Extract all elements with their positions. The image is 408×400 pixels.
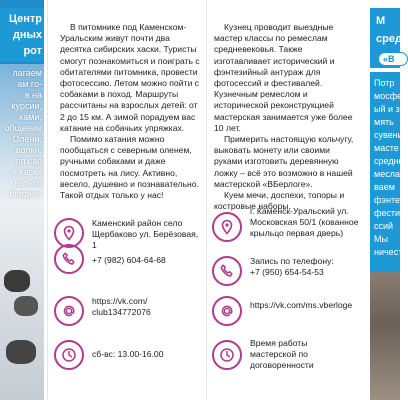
kennel-vk-link[interactable]: https://vk.com/ club134772076 bbox=[92, 296, 151, 317]
right-text-line: мосфе bbox=[374, 91, 403, 101]
clock-icon bbox=[54, 340, 84, 370]
at-sign-icon bbox=[212, 296, 242, 326]
right-text-line: ый и з bbox=[374, 104, 400, 114]
phone-icon bbox=[212, 256, 242, 286]
forge-address-row bbox=[212, 206, 362, 242]
left-text-line: ваться bbox=[14, 178, 42, 188]
left-heading-banner bbox=[0, 8, 44, 62]
kennel-phone-row bbox=[54, 246, 202, 274]
right-text-line: ссий bbox=[374, 221, 394, 231]
kennel-hours-row bbox=[54, 340, 202, 370]
husky-dog-shape bbox=[14, 296, 38, 316]
forge-phone-row bbox=[212, 256, 362, 286]
husky-dog-shape bbox=[6, 340, 36, 364]
forge-phone-block bbox=[250, 256, 334, 278]
left-text-line: курсии, bbox=[11, 101, 42, 111]
left-heading-line: дных bbox=[12, 29, 42, 41]
right-text-line: мять bbox=[374, 117, 394, 127]
map-pin-icon bbox=[212, 212, 242, 242]
right-text-line: сувени bbox=[374, 130, 403, 140]
forge-paragraph: Примерить настоящую кольчугу, выковать монету или своими руками изготовить деревянную ложку – всё это возможно в нашей мастерской «ВБерлоге». bbox=[214, 134, 354, 189]
right-text-panel bbox=[370, 72, 408, 272]
forge-hours: Время работы мастерской по договоренности bbox=[250, 338, 314, 370]
kennel-phone[interactable]: +7 (982) 604-64-68 bbox=[92, 255, 166, 265]
right-text-line: масте bbox=[374, 143, 399, 153]
left-text-line: ам го- bbox=[17, 79, 42, 89]
fold-divider bbox=[206, 0, 207, 400]
husky-sled-photo bbox=[0, 200, 44, 400]
kennel-description bbox=[60, 22, 200, 201]
right-text-line: фэнте bbox=[374, 195, 400, 205]
right-text-line: Мы bbox=[374, 234, 388, 244]
right-text-line: средне bbox=[374, 156, 404, 166]
right-heading-line: М bbox=[376, 15, 386, 27]
kennel-paragraph: В питомнике под Каменском-Уральским живут почти два десятка сибирских хаски. Туристы смогут познакомиться и поиграть с обитателями питомника, провести фотосессию. Летом можно пойти с собаками в поход. Маршруты рассчитаны на взрослых детей: от 2 до 15 км. А зимой порадуем вас катание на собачьих упряжках. bbox=[60, 22, 200, 133]
left-heading-line: Центр bbox=[8, 13, 42, 25]
at-sign-icon bbox=[54, 296, 84, 326]
husky-dog-shape bbox=[4, 270, 30, 292]
left-text-line: Олени, bbox=[12, 134, 42, 144]
left-text-line: в на bbox=[24, 90, 42, 100]
left-text-line: волки, bbox=[15, 145, 42, 155]
left-text-line: ками, bbox=[19, 112, 42, 122]
right-text-line: Потр bbox=[374, 78, 395, 88]
left-text-line: ля сво bbox=[15, 156, 42, 166]
left-panel bbox=[0, 0, 44, 400]
forge-hours-row bbox=[212, 338, 362, 371]
fold-divider bbox=[47, 0, 48, 400]
forge-description bbox=[214, 22, 360, 212]
left-heading-line: рот bbox=[23, 45, 42, 57]
right-panel bbox=[370, 0, 408, 400]
left-text-line: лагаем bbox=[12, 68, 42, 78]
forge-vk-link[interactable]: https://vk.com/ms.vberloge bbox=[250, 300, 353, 310]
right-brand-pill bbox=[378, 52, 408, 66]
forge-link-row bbox=[212, 296, 362, 326]
forge-paragraph: Куем мечи, доспехи, топоры и костровые наборы. bbox=[214, 190, 345, 212]
left-text-line: общение bbox=[4, 123, 42, 133]
left-snow-photo bbox=[0, 64, 44, 200]
kennel-column bbox=[52, 0, 202, 400]
left-text-line: х хаски bbox=[12, 167, 42, 177]
right-text-line: ничеств bbox=[374, 247, 408, 257]
kennel-link-row bbox=[54, 296, 202, 326]
phone-icon bbox=[54, 244, 84, 274]
left-text-line: бкадни- bbox=[9, 189, 42, 199]
forge-phone-label: Запись по телефону: bbox=[250, 256, 334, 266]
kennel-paragraph: Помимо катания можно пообщаться с северным оленем, ручными собаками и даже посмотреть на лису. Активно, весело, душевно и познавательно. Такой отдых только у нас! bbox=[60, 134, 199, 201]
right-heading-line: сред bbox=[376, 33, 402, 45]
workshop-photo bbox=[370, 272, 400, 400]
forge-address: г. Каменск-Уральский ул. Московская 50/1 (кованное крыльцо первая дверь) bbox=[250, 206, 359, 238]
kennel-address: Каменский район село Щербаково ул. Берёзовая, 1 bbox=[92, 218, 199, 250]
clock-icon bbox=[212, 340, 242, 370]
forge-paragraph: Кузнец проводит выездные мастер классы по ремеслам средневековья. Также изготавливает исторический и фэнтезийный антураж для фотосессий и фестивалей. Кузнечным ремеслом и исторической реконструкцией мастерская занимается уже более 10 лет. bbox=[214, 22, 353, 133]
right-text-line: меслам bbox=[374, 169, 407, 179]
right-pill-text: «В bbox=[383, 54, 395, 64]
right-text-line: фести bbox=[374, 208, 401, 218]
kennel-hours: сб-вс: 13.00-16.00 bbox=[92, 349, 164, 359]
forge-phone[interactable]: +7 (950) 654-54-53 bbox=[250, 267, 324, 277]
forge-column bbox=[212, 0, 362, 400]
right-text-line: ваем bbox=[374, 182, 395, 192]
